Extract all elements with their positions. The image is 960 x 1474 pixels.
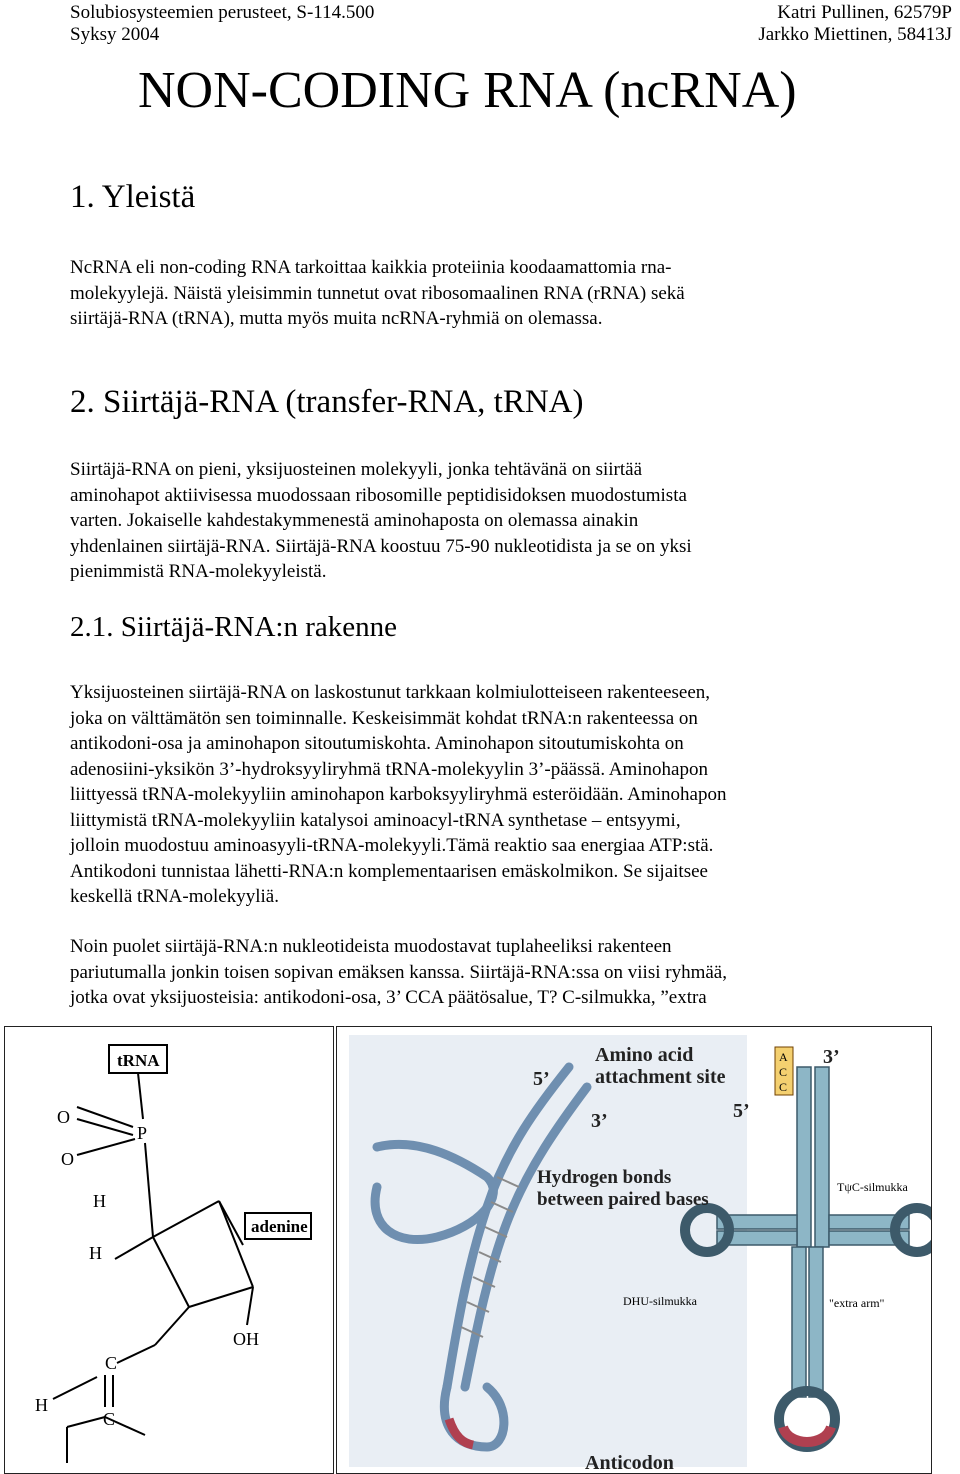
dhu-loop-label: DHU-silmukka: [623, 1294, 697, 1308]
five-prime-end-label: 5’: [533, 1068, 550, 1090]
author-1: Katri Pullinen, 62579P: [777, 2, 952, 23]
cca-base: A: [779, 1050, 788, 1064]
text-line: pariutumalla jonkin toisen sopivan emäksen kanssa. Siirtäjä-RNA:ssa on viisi ryhmää,: [70, 961, 727, 983]
section-2-1-heading: 2.1. Siirtäjä-RNA:n rakenne: [70, 611, 397, 643]
three-prime-mid-label: 3’: [591, 1110, 608, 1132]
text-line: jotka ovat yksijuosteisia: antikodoni-osa, 3’ CCA päätösalue, T? C-silmukka, ”extra: [70, 987, 707, 1008]
anticodon-label: Anticodon: [585, 1452, 674, 1473]
text-line: siirtäjä-RNA (tRNA), mutta myös muita ncRNA-ryhmiä on olemassa.: [70, 308, 603, 329]
text-line: joka on välttämätön sen toiminnalle. Keskeisimmät kohdat tRNA:n rakenteessa on: [70, 707, 698, 729]
course-name: Solubiosysteemien perusteet, S-114.500: [70, 2, 375, 23]
tpsic-loop-label: TψC-silmukka: [837, 1180, 908, 1194]
text-line: jolloin muodostuu aminoasyyli-tRNA-molekyyli.Tämä reaktio saa energiaa ATP:stä.: [70, 835, 714, 856]
phosphorus-label: P: [137, 1123, 148, 1143]
five-prime-right-label: 5’: [733, 1100, 750, 1122]
acceptor-stem-strand: [797, 1067, 811, 1247]
text-line: adenosiini-yksikön 3’-hydroksyyliryhmä tRNA-molekyylin 3’-päässä. Aminohapon: [70, 758, 708, 780]
hydroxyl-label: OH: [233, 1329, 259, 1349]
text-line: varten. Jokaiselle kahdestakymmenestä aminohaposta on olemassa ainakin: [70, 510, 639, 531]
trna-chemical-structure-figure: [4, 1026, 334, 1474]
carbon-label: C: [103, 1409, 116, 1429]
chemical-structure-drawing: [5, 1027, 333, 1473]
trna-label: tRNA: [117, 1051, 160, 1070]
trna-structure-drawing: [337, 1027, 931, 1473]
oxygen-label: O: [61, 1149, 74, 1169]
section-2-heading: 2. Siirtäjä-RNA (transfer-RNA, tRNA): [70, 384, 584, 420]
acceptor-stem-strand: [815, 1067, 829, 1247]
hydrogen-label: H: [35, 1395, 48, 1415]
amino-acid-label: Amino acid: [595, 1044, 694, 1066]
text-line: keskellä tRNA-molekyyliä.: [70, 886, 279, 907]
tpsic-loop: [895, 1208, 931, 1252]
attachment-site-label: attachment site: [595, 1066, 726, 1088]
section-2-1-paragraph-1: [70, 680, 726, 910]
trna-structure-figure: [336, 1026, 932, 1474]
text-line: Noin puolet siirtäjä-RNA:n nukleotideista muodostavat tuplaheeliksi rakenteen: [70, 936, 672, 957]
paired-bases-label: between paired bases: [537, 1189, 709, 1210]
text-line: Antikodoni tunnistaa lähetti-RNA:n komplementaarisen emäskolmikon. Se sijaitsee: [70, 860, 708, 882]
anticodon-stem: [792, 1247, 806, 1397]
extra-arm-label: "extra arm": [829, 1296, 885, 1310]
anticodon-bases: [783, 1427, 831, 1442]
text-line: yhdenlainen siirtäjä-RNA. Siirtäjä-RNA koostuu 75-90 nukleotidista ja se on yksi: [70, 535, 692, 557]
anticodon-stem: [809, 1247, 823, 1397]
oxygen-label: O: [57, 1107, 70, 1127]
carbon-label: C: [105, 1353, 118, 1373]
cca-base: C: [779, 1065, 788, 1079]
semester: Syksy 2004: [70, 24, 160, 45]
text-line: molekyylejä. Näistä yleisimmin tunnetut ovat ribosomaalinen RNA (rRNA) sekä: [70, 282, 685, 304]
text-line: aminohapot aktiivisessa muodossaan ribosomille peptidisidoksen muodostumista: [70, 484, 687, 506]
hydrogen-label: H: [89, 1243, 102, 1263]
section-1-paragraph: [70, 255, 685, 332]
author-2: Jarkko Miettinen, 58413J: [758, 24, 952, 45]
cca-base: C: [779, 1080, 788, 1094]
text-line: liittyessä tRNA-molekyyliin aminohapon karboksyyliryhmä esteröidään. Aminohapon: [70, 784, 727, 805]
page-title: NON-CODING RNA (ncRNA): [138, 62, 797, 119]
hydrogen-bonds-label: Hydrogen bonds: [537, 1167, 672, 1188]
text-line: Yksijuosteinen siirtäjä-RNA on laskostunut tarkkaan kolmiulotteiseen rakenteeseen,: [70, 682, 711, 703]
text-line: pienimmistä RNA-molekyyleistä.: [70, 561, 327, 582]
text-line: antikodoni-osa ja aminohapon sitoutumiskohta. Aminohapon sitoutumiskohta on: [70, 733, 684, 754]
adenine-label: adenine: [251, 1217, 308, 1236]
text-line: NcRNA eli non-coding RNA tarkoittaa kaikkia proteiinia koodaamattomia rna-: [70, 257, 672, 278]
three-prime-end-label: 3’: [823, 1046, 840, 1068]
section-2-1-paragraph-2: [70, 934, 727, 1011]
text-line: liittymistä tRNA-molekyyliin katalysoi aminoacyl-tRNA synthetase – entsyymi,: [70, 809, 681, 831]
text-line: Siirtäjä-RNA on pieni, yksijuosteinen molekyyli, jonka tehtävänä on siirtää: [70, 459, 643, 480]
section-1-heading: 1. Yleistä: [70, 179, 196, 215]
section-2-paragraph: [70, 457, 692, 585]
hydrogen-label: H: [93, 1191, 106, 1211]
